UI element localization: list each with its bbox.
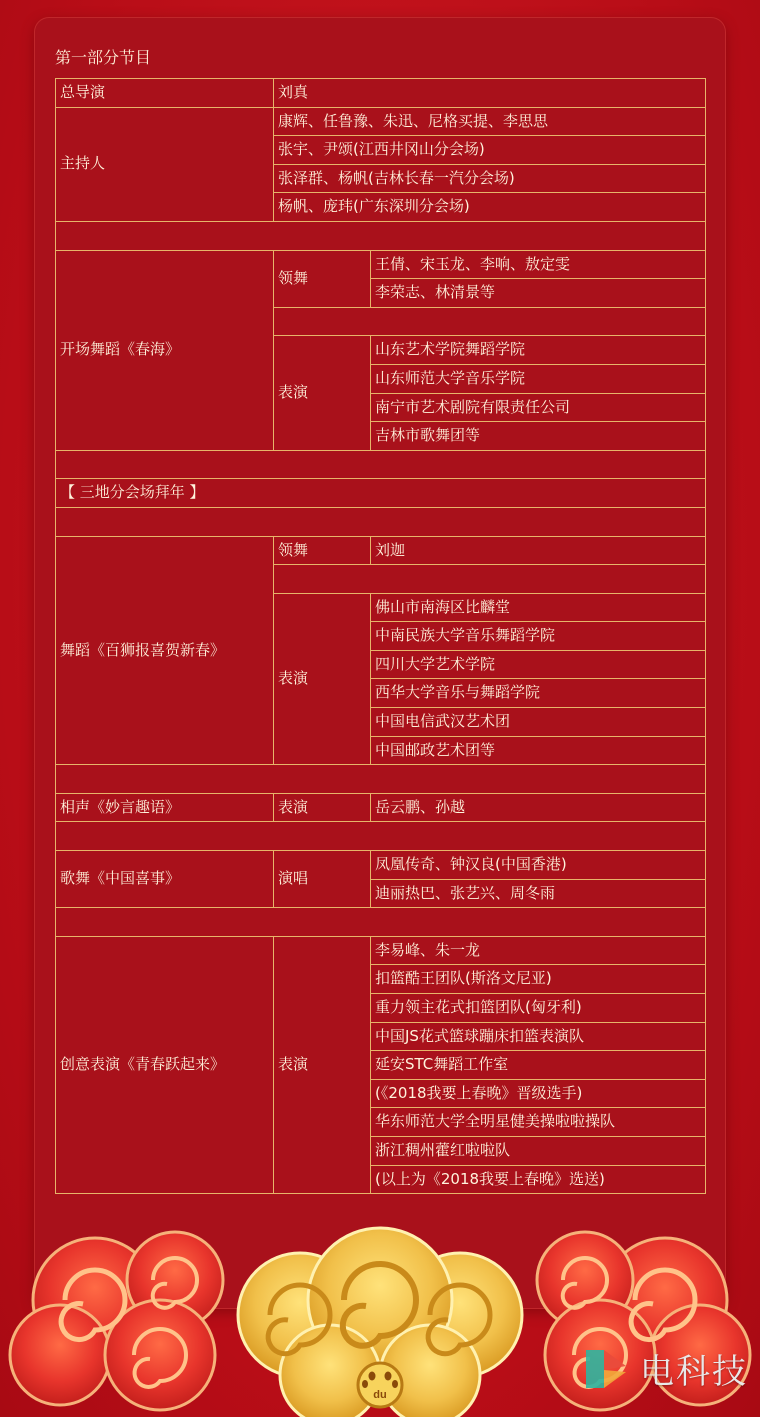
spacer-cell xyxy=(56,908,706,937)
left-red-cloud xyxy=(10,1232,223,1410)
table-row xyxy=(56,107,706,136)
table-row xyxy=(56,450,706,479)
table-row xyxy=(56,221,706,250)
performer-cell: 张泽群、杨帆(吉林长春一汽分会场) xyxy=(274,164,706,193)
spacer-cell xyxy=(56,507,706,536)
role-cell: 领舞 xyxy=(274,250,371,307)
logo-text: du xyxy=(373,1389,387,1401)
performer-cell: 李荣志、林清景等 xyxy=(371,279,706,308)
performer-cell: 李易峰、朱一龙 xyxy=(371,936,706,965)
paw-logo-badge xyxy=(358,1363,402,1407)
performer-cell: 西华大学音乐与舞蹈学院 xyxy=(371,679,706,708)
performer-cell: (《2018我要上春晚》晋级选手) xyxy=(371,1079,706,1108)
performer-cell: 南宁市艺术剧院有限责任公司 xyxy=(371,393,706,422)
performer-cell: 康辉、任鲁豫、朱迅、尼格买提、李思思 xyxy=(274,107,706,136)
performer-cell: 浙江稠州藿红啦啦队 xyxy=(371,1136,706,1165)
performer-cell: 重力领主花式扣篮团队(匈牙利) xyxy=(371,994,706,1023)
role-cell: 领舞 xyxy=(274,536,371,565)
spacer-cell xyxy=(56,450,706,479)
role-cell: 表演 xyxy=(274,793,371,822)
table-row xyxy=(56,479,706,508)
table-row xyxy=(56,822,706,851)
performer-cell: 吉林市歌舞团等 xyxy=(371,422,706,451)
program-table xyxy=(55,78,706,1194)
performer-cell: 华东师范大学全明星健美操啦啦操队 xyxy=(371,1108,706,1137)
role-cell: 演唱 xyxy=(274,851,371,908)
spacer-cell xyxy=(56,221,706,250)
table-row xyxy=(56,250,706,279)
watermark-logo-icon xyxy=(582,1346,630,1392)
table-row xyxy=(56,765,706,794)
performer-cell: 中南民族大学音乐舞蹈学院 xyxy=(371,622,706,651)
performer-cell: 延安STC舞蹈工作室 xyxy=(371,1051,706,1080)
program-name-cell: 总导演 xyxy=(56,79,274,108)
table-row xyxy=(56,936,706,965)
section-title: 第一部分节目 xyxy=(55,48,152,67)
performer-cell: 杨帆、庞玮(广东深圳分会场) xyxy=(274,193,706,222)
program-name-cell: 歌舞《中国喜事》 xyxy=(56,851,274,908)
performer-cell: 张宇、尹颂(江西井冈山分会场) xyxy=(274,136,706,165)
program-name-cell: 【 三地分会场拜年 】 xyxy=(56,479,706,508)
spacer-cell xyxy=(56,765,706,794)
role-cell: 表演 xyxy=(274,936,371,1193)
performer-cell: 迪丽热巴、张艺兴、周冬雨 xyxy=(371,879,706,908)
watermark xyxy=(582,1342,757,1394)
spacer-cell xyxy=(56,822,706,851)
performer-cell: 中国JS花式篮球蹦床扣篮表演队 xyxy=(371,1022,706,1051)
performer-cell: 山东艺术学院舞蹈学院 xyxy=(371,336,706,365)
role-cell: 表演 xyxy=(274,336,371,450)
performer-cell: 四川大学艺术学院 xyxy=(371,650,706,679)
role-cell: 表演 xyxy=(274,593,371,765)
program-name-cell: 相声《妙言趣语》 xyxy=(56,793,274,822)
performer-cell: 刘迦 xyxy=(371,536,706,565)
spacer-cell xyxy=(274,307,706,336)
performer-cell: 佛山市南海区比麟堂 xyxy=(371,593,706,622)
performer-cell: 凤凰传奇、钟汉良(中国香港) xyxy=(371,851,706,880)
performer-cell: 刘真 xyxy=(274,79,706,108)
spacer-cell xyxy=(274,565,706,594)
performer-cell: 扣篮酷王团队(斯洛文尼亚) xyxy=(371,965,706,994)
program-name-cell: 创意表演《青春跃起来》 xyxy=(56,936,274,1193)
table-row xyxy=(56,79,706,108)
program-name-cell: 舞蹈《百狮报喜贺新春》 xyxy=(56,536,274,765)
table-row xyxy=(56,851,706,880)
table-row xyxy=(56,908,706,937)
performer-cell: 山东师范大学音乐学院 xyxy=(371,364,706,393)
table-row xyxy=(56,793,706,822)
table-row xyxy=(56,507,706,536)
program-name-cell: 开场舞蹈《春海》 xyxy=(56,250,274,450)
watermark-text: 电科技 xyxy=(640,1352,748,1392)
performer-cell: 王倩、宋玉龙、李响、敖定雯 xyxy=(371,250,706,279)
table-row xyxy=(56,536,706,565)
performer-cell: 岳云鹏、孙越 xyxy=(371,793,706,822)
performer-cell: 中国邮政艺术团等 xyxy=(371,736,706,765)
performer-cell: (以上为《2018我要上春晚》选送) xyxy=(371,1165,706,1194)
program-name-cell: 主持人 xyxy=(56,107,274,221)
performer-cell: 中国电信武汉艺术团 xyxy=(371,708,706,737)
